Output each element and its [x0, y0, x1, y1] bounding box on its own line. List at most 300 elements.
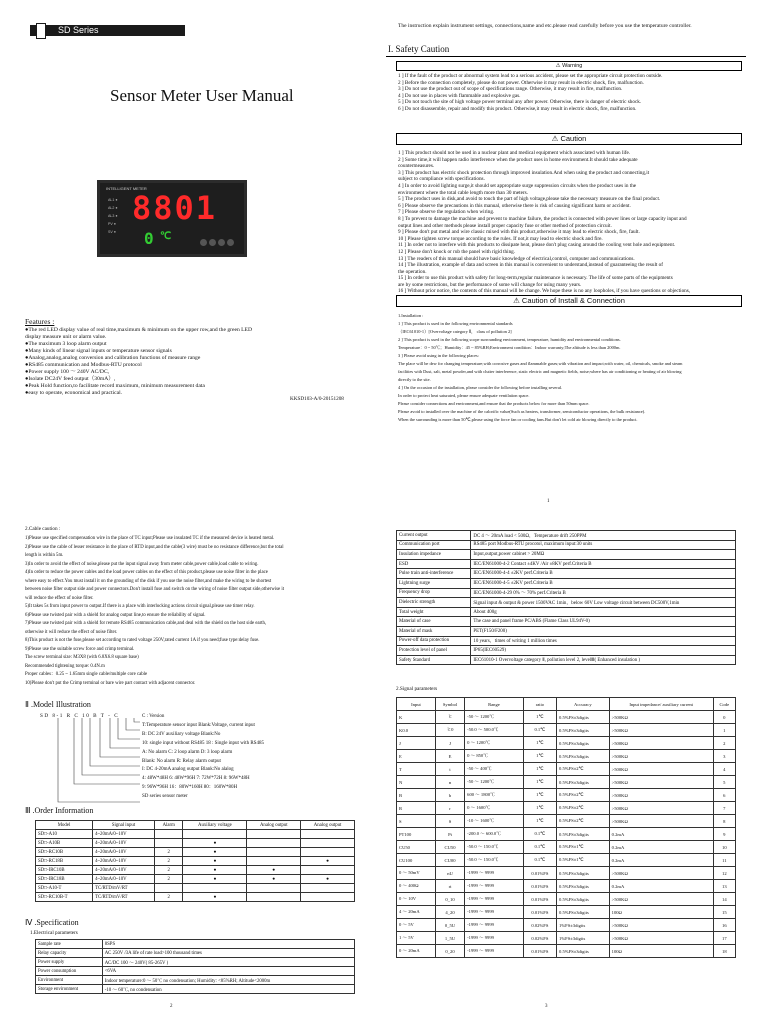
install-title: ⚠ Caution of Install & Connection: [396, 295, 742, 307]
table-cell: 4~20mA/0~10V: [93, 830, 155, 839]
table-row: [36, 866, 355, 875]
table-cell: 0.01%FS: [523, 893, 556, 906]
table-row: [397, 854, 736, 867]
model-bracket-lines: [52, 718, 142, 808]
table-row: [397, 789, 736, 802]
table-row: [397, 763, 736, 776]
table-cell: rt: [435, 880, 464, 893]
table-cell: 4 ～ 20mA: [397, 906, 436, 919]
table-cell: 0 ～ 1600℃: [465, 802, 524, 815]
table-cell: 1℃: [523, 737, 556, 750]
table-cell: Signal input & output & power 1500VAC 1min，below 60V Low voltage circuit between DC500V,1min: [471, 598, 736, 608]
table-cell: E: [435, 750, 464, 763]
table-row: [397, 945, 736, 958]
table-cell: >500KΩ: [609, 763, 713, 776]
table-cell: -1999 ～ 9999: [465, 945, 524, 958]
table-cell: 0 ～ 400Ω: [397, 880, 436, 893]
caution-item: 6 ] Please observe the precautions in this manual, otherwise there is risk of causing significant harm or accident.: [398, 202, 631, 209]
table-cell: J: [397, 737, 436, 750]
install-item: 1 ] This product is used in the following environmental standards: [398, 321, 513, 326]
table-cell: About 400g: [471, 607, 736, 617]
meter-led-label: SV ●: [108, 230, 116, 234]
table-cell: ●: [183, 875, 247, 884]
table-row: [36, 857, 355, 866]
caution-item: 13 ] The readers of this manual should have basic knowledge of electrical,control, computer and communications.: [398, 255, 635, 262]
table-cell: 4~20mA/0~10V: [93, 857, 155, 866]
caution-item: 2 ] Some time,it will happen radio interference when the product uses in home environment.It should take adequate: [398, 156, 638, 163]
table-cell: -50.0 ～ 150.0℃: [465, 854, 524, 867]
table-cell: ●: [301, 857, 355, 866]
table-cell: Protection level of panel: [397, 646, 471, 656]
cable-item: length is within 5m.: [25, 553, 64, 558]
caution-item: the operation.: [398, 268, 427, 275]
table-cell: 4~20mA/0~10V: [93, 866, 155, 875]
table-header-cell: Analog output: [301, 821, 355, 830]
table-cell: 2: [154, 848, 183, 857]
table-row: [36, 976, 355, 985]
table-cell: Current output: [397, 531, 471, 541]
table-row: [397, 617, 736, 627]
cable-item: 4)In order to reduce the power cables and the load power cables on the effect of this product,please use noise filter in the place: [25, 570, 268, 575]
table-cell: 2: [154, 866, 183, 875]
cable-item: between noise filter output side and power connectors.Don't install fuse and switch on the wiring of noise filter output side,otherwise it: [25, 587, 285, 592]
table-cell: -1999 ～ 9999: [465, 867, 524, 880]
table-cell: TC/RTD/mV/RT: [93, 884, 155, 893]
table-cell: 9: [713, 828, 735, 841]
table-cell: ESD: [397, 559, 471, 569]
table-cell: >500KΩ: [609, 867, 713, 880]
table-cell: 2: [154, 857, 183, 866]
table-cell: 0 ～ 10V: [397, 893, 436, 906]
warning-item: 6 ] Do not disassemble, repair and modify this product. Otherwise,it may result in electric shock, fire, malfunction.: [398, 105, 637, 112]
table-row: [36, 839, 355, 848]
table-cell: [154, 884, 183, 893]
table-header-cell: Input impedance/ auxiliary current: [609, 698, 713, 711]
table-cell: 0.02%FS: [523, 932, 556, 945]
table-cell: ヒ0: [435, 724, 464, 737]
table-cell: -1999 ～ 9999: [465, 932, 524, 945]
meter-label: INTELLIGENT METER: [106, 186, 147, 191]
caution-item: 4 ] In order to avoid lighting surge,it should set appropriate surge suppression circuits when the product uses in the: [398, 182, 637, 189]
table-cell: -1999 ～ 9999: [465, 880, 524, 893]
table-cell: [247, 857, 301, 866]
table-cell: 0.5%FS±3digits: [557, 867, 610, 880]
cable-item: 1)Please use specified compensation wire in the place of TC input;Please use insulated TC if the measured device is heated metal.: [25, 536, 275, 541]
table-cell: 15: [713, 906, 735, 919]
table-cell: Insulation impedance: [397, 550, 471, 560]
table-header-cell: Signal input: [93, 821, 155, 830]
table-cell: 100Ω: [609, 906, 713, 919]
table-cell: 0.5%FS±3digits: [557, 711, 610, 724]
table-row: [397, 531, 736, 541]
table-cell: >500KΩ: [609, 711, 713, 724]
table-cell: 18: [713, 945, 735, 958]
cable-item: Recommended tightening torque: 0.4N.m: [25, 663, 105, 669]
table-cell: 0.1℃: [523, 854, 556, 867]
table-cell: [301, 884, 355, 893]
table-header-cell: Auxiliary voltage: [183, 821, 247, 830]
table-header-cell: Code: [713, 698, 735, 711]
table-cell: 100Ω: [609, 945, 713, 958]
table-cell: 1: [713, 724, 735, 737]
table-cell: N: [397, 776, 436, 789]
table-cell: 0 ～ 20mA: [397, 945, 436, 958]
table-cell: [247, 839, 301, 848]
table-cell: SD□-A10-T: [36, 884, 93, 893]
warning-list: [398, 73, 740, 113]
features-title: Features :: [25, 317, 55, 326]
table-cell: IP65(IEC60529): [471, 646, 736, 656]
table-cell: SD□-RC18B: [36, 857, 93, 866]
table-cell: 4: [713, 763, 735, 776]
caution-item: 7 ] Please observe the regulation when wiring.: [398, 209, 495, 216]
warning-item: 4 ] Do not use in places with flammable and explosive gas.: [398, 92, 521, 99]
table-row: [36, 958, 355, 967]
table-cell: 1℃: [523, 776, 556, 789]
meter-led-label: AL1 ●: [108, 198, 118, 202]
table-cell: 0.1℃: [523, 828, 556, 841]
model-note: T:Temperature sensor input Blank:Voltage, current input: [142, 722, 255, 728]
table-cell: >500KΩ: [609, 893, 713, 906]
table-cell: 0_10: [435, 893, 464, 906]
table-cell: 4~20mA/0~10V: [93, 848, 155, 857]
install-item: facilities with Dust, salt, metal powder,and with clutter interference, static electric and magnetic fields, noise;where has air conditioning or heating of air blowing: [398, 369, 682, 374]
table-row: [397, 711, 736, 724]
table-cell: ヒ: [435, 711, 464, 724]
cable-item: 2)Please use the cable of lesser resistance in the place of RTD input,and the cable(3 wire) must be no resistance difference,but the total: [25, 544, 284, 550]
table-cell: 10 years，times of writing 1 million times: [471, 636, 736, 646]
feature-item: ●The red LED display value of real time,maximum & minimum on the upper row,and the green LED: [25, 327, 253, 333]
model-note: A: No alarm C: 2 loop alarm D: 3 loop alarm: [142, 749, 233, 755]
meter-led-column: [108, 196, 126, 236]
table-cell: [301, 893, 355, 902]
meter-led-label: PV ●: [108, 222, 116, 226]
table-row: [397, 540, 736, 550]
table-row: [397, 588, 736, 598]
install-item: 3 ] Please avoid using in the following places:: [398, 353, 479, 358]
table-row: [36, 893, 355, 902]
caution-item: 3 ] This product has electric shock protection through improved insulation.And when using the product and connecting,it: [398, 169, 650, 176]
table-cell: Frequency drop: [397, 588, 471, 598]
table-row: [397, 802, 736, 815]
table-cell: >500KΩ: [609, 776, 713, 789]
table-cell: 1℃: [523, 750, 556, 763]
table-cell: 0 ～ 1200℃: [465, 737, 524, 750]
table-header-cell: Model: [36, 821, 93, 830]
model-note: 10: single input without RS485 18 : Single input with RS485: [142, 740, 264, 746]
feature-item: ●Power supply 100 ～ 240V AC/DC,: [25, 369, 110, 375]
table-row: [36, 848, 355, 857]
table-cell: CU100: [397, 854, 436, 867]
table-cell: -200.0 ～ 600.0℃: [465, 828, 524, 841]
table-cell: PT100: [397, 828, 436, 841]
model-code: SD 8-1 R C 10 B T - C: [40, 713, 120, 719]
table-cell: -1999 ～ 9999: [465, 919, 524, 932]
table-row: [36, 884, 355, 893]
caution-item: countermeasures.: [398, 163, 435, 170]
install-item: When the surrounding is more than 50℃,please using the force fan or cooling fans.But don't let cold air blowing directly to the product.: [398, 417, 638, 422]
table-cell: 2: [154, 893, 183, 902]
table-cell: SD□-IRC18B: [36, 875, 93, 884]
table-cell: >500KΩ: [609, 750, 713, 763]
cable-item: otherwise it will reduce the effect of noise filter.: [25, 629, 118, 635]
cable-item: where easy to effect.You must install it on the grounding of the disk if you use the noise filter,and make the wiring to be shortest: [25, 578, 272, 584]
table-cell: CU50: [397, 841, 436, 854]
caution-item: 10 ] Please tighten screw torque according to the rules. If not,it may lead to electric shock and fire.: [398, 235, 603, 242]
feature-item: ●Peak Hold function,to facilitate record maximum, minimum measurement data: [25, 383, 205, 389]
table-cell: [183, 830, 247, 839]
spec-title: Ⅳ .Specification: [25, 918, 79, 927]
warning-item: 1 ] If the fault of the product or abnormal system lead to a serious accident, please set the appropriate circuit protection outside.: [398, 73, 663, 79]
table-cell: 8SPS: [102, 940, 354, 949]
feature-item: ●RS485 communication and Modbus-RTU protocol: [25, 362, 142, 368]
table-cell: >500KΩ: [609, 789, 713, 802]
table-cell: 11: [713, 854, 735, 867]
caution-item: output lines and other methods please install proper capacity fuse or other method of protection circuit.: [398, 222, 612, 229]
table-cell: Lightning surge: [397, 578, 471, 588]
table-cell: -1999 ～ 9999: [465, 893, 524, 906]
table-cell: [247, 893, 301, 902]
table-cell: 0.2mA: [609, 841, 713, 854]
table-cell: 0.2mA: [609, 880, 713, 893]
table-cell: [183, 884, 247, 893]
table-cell: 1℃: [523, 763, 556, 776]
model-note: C : Version: [142, 714, 165, 719]
cable-item: 10)Please don't put the Crimp terminal or bare wire part contact with adjacent connector.: [25, 680, 196, 686]
table-cell: Safety Standard: [397, 655, 471, 665]
feature-item: ●Many kinds of linear signal inputs or temperature sensor signals: [25, 348, 172, 354]
table-cell: 0.01%FS: [523, 906, 556, 919]
table-cell: 3: [713, 750, 735, 763]
table-row: [36, 940, 355, 949]
table-cell: Total weight: [397, 607, 471, 617]
caution-item: 1 ] This product should not be used in a nuclear plant and medical equipment which associated with human life.: [398, 150, 631, 156]
caution-item: 16 ] Without prior notice, the contents of this manual will be change. We hope these is no any loopholes, if you have questions or objections,: [398, 288, 691, 295]
table-cell: -50 ～ 400℃: [465, 763, 524, 776]
install-item: （IEC61010-1）[Overvoltage category Ⅱ， class of pollution 2]: [398, 329, 512, 334]
table-row: [397, 578, 736, 588]
table-cell: Material of mask: [397, 626, 471, 636]
table-cell: 1℃: [523, 815, 556, 828]
table-row: [397, 655, 736, 665]
warning-title: ⚠ Warning: [396, 61, 742, 71]
install-item: Please avoid to installed over the machine of the calorific value(Such as heaters, transformer, semiconductor operations, the bulk resistance).: [398, 409, 646, 414]
install-item: 4 ] On the occasion of the installation, please consider the following before installing several.: [398, 385, 563, 390]
spec-table-continued: [396, 530, 736, 665]
table-cell: Indoor temperature:0 ～ 50℃ no condensation; Humidity: <85%RH; Altitude<2000m: [102, 976, 354, 985]
table-cell: 0.5%FS±3digits: [557, 828, 610, 841]
model-note: 4: 48W*48H 6: 48W*96H 7: 72W*72H 8: 96W*48H: [142, 776, 250, 782]
table-cell: B: [397, 789, 436, 802]
meter-led-label: AL3 ●: [108, 214, 118, 218]
table-cell: 0.5%FS±3digits: [557, 893, 610, 906]
table-row: [36, 967, 355, 976]
table-cell: 0.5%FS±3digits: [557, 776, 610, 789]
table-cell: -50 ～ 1200℃: [465, 776, 524, 789]
table-header-cell: Range: [465, 698, 524, 711]
caution-item: environment where the total cable length more than 30 meters.: [398, 189, 528, 196]
table-cell: Relay capacity: [36, 949, 103, 958]
table-cell: Input,output,power cabinet > 20MΩ: [471, 550, 736, 560]
table-cell: SD□-A10B: [36, 839, 93, 848]
spec-subtitle: 1.Electrical parameters: [30, 930, 78, 936]
table-cell: 0.5%FS±3digits: [557, 880, 610, 893]
cable-item: will reduce the effect of noise filter.: [25, 595, 94, 601]
table-cell: 0.02%FS: [523, 919, 556, 932]
doc-code: KKSD103-A/0-20151208: [290, 396, 344, 402]
intro-text: The instruction explain instrument settings, connections,name and etc.please read carefully before you use the temperature controller.: [398, 23, 692, 29]
table-cell: Dielectric strength: [397, 598, 471, 608]
table-cell: ●: [247, 875, 301, 884]
table-row: [397, 828, 736, 841]
table-cell: Pt: [435, 828, 464, 841]
table-cell: -10 ～ 60℃, no condensation: [102, 985, 354, 994]
caution-item: 15 ] In order to use this product with safety for long-term,regular maintenance is necessary. The life of some parts of the equipments: [398, 275, 673, 282]
table-cell: IEC61010-1 Overvoltage category Ⅱ, pollution level 2, levelⅢ( Enhanced insulation ): [471, 655, 736, 665]
table-row: [36, 985, 355, 994]
table-cell: IEC/EN61000-4-4 ±2KV perf.Criteria B: [471, 569, 736, 579]
cable-item: 9)Please use the suitable screw force and crimp terminal.: [25, 646, 135, 652]
table-cell: -50.0 ～ 500.0℃: [465, 724, 524, 737]
caution-item: 14 ] The illustration, example of data and screen in this manual is convenient to understand,instead of guaranteeing the result of: [398, 262, 663, 269]
table-cell: >500KΩ: [609, 919, 713, 932]
table-cell: 1_5U: [435, 932, 464, 945]
table-cell: 7: [713, 802, 735, 815]
install-list: [398, 312, 740, 424]
table-cell: Material of case: [397, 617, 471, 627]
install-item: 2 ] This product is used in the following scope surrounding environment, temperature, humidity and environmental conditions.: [398, 337, 621, 342]
install-item: directly to the site.: [398, 377, 431, 382]
feature-item: ●The maximum 3 loop alarm output: [25, 341, 107, 347]
table-cell: AC 250V /3A life of rate load>100 thousand times: [102, 949, 354, 958]
table-cell: [301, 830, 355, 839]
cable-title: 2.Cable caution :: [25, 526, 61, 532]
table-cell: R: [397, 802, 436, 815]
table-cell: SD□-IRC10B: [36, 866, 93, 875]
table-cell: 13: [713, 880, 735, 893]
table-cell: 1 ～ 5V: [397, 932, 436, 945]
caution-item: are by some restrictions, but the performance of some will change for using many years.: [398, 281, 582, 288]
table-cell: Communication port: [397, 540, 471, 550]
cable-item: 5)It takes 5s from input power to output.If there is a place with interlocking actions circuit signal,please use timer relay.: [25, 604, 255, 609]
table-row: [397, 867, 736, 880]
table-cell: >500KΩ: [609, 815, 713, 828]
table-cell: 16: [713, 919, 735, 932]
table-cell: 1℃: [523, 789, 556, 802]
table-cell: ●: [183, 857, 247, 866]
feature-item: ●easy to operate, economical and practical.: [25, 390, 123, 396]
table-cell: [301, 839, 355, 848]
cable-list: [25, 535, 365, 688]
model-note: SD series sensor meter: [142, 794, 188, 800]
table-cell: 0.5%FS±3digits: [557, 737, 610, 750]
table-cell: Power supply: [36, 958, 103, 967]
table-row: [397, 737, 736, 750]
table-cell: 0.5%FS±1℃: [557, 841, 610, 854]
table-row: [397, 550, 736, 560]
table-cell: 14: [713, 893, 735, 906]
caution-title: ⚠ Caution: [396, 133, 742, 145]
table-cell: 1℃: [523, 802, 556, 815]
model-note: 9: 96W*96H 16：80W*160H 80：160W*80H: [142, 785, 238, 791]
table-header-cell: ratio: [523, 698, 556, 711]
table-cell: E: [397, 750, 436, 763]
table-cell: RS485 port Modbus-RTU procotol, maximum input:30 units: [471, 540, 736, 550]
table-cell: 600 ～ 1800℃: [465, 789, 524, 802]
table-cell: >500KΩ: [609, 737, 713, 750]
table-row: [397, 646, 736, 656]
table-row: [397, 750, 736, 763]
table-row: [36, 949, 355, 958]
table-cell: J: [435, 737, 464, 750]
warning-item: 2 ] Before the connection completely, please do not power. Otherwise it may result in electric shock, fire, malfunction.: [398, 79, 644, 86]
cable-item: 7)Please use twisted pair with a shield for remote RS485 communication cable,and deal with the shield on the host side earth,: [25, 621, 267, 626]
order-title: Ⅲ .Order Information: [25, 806, 94, 815]
table-cell: 1%FS±3digits: [557, 932, 610, 945]
series-label: SD Series: [58, 25, 99, 35]
caution-list: [398, 150, 740, 302]
table-row: [397, 607, 736, 617]
electrical-spec-table: [35, 939, 355, 994]
caution-item: 12 ] Please don't knock or rub the panel with rigid thing.: [398, 248, 516, 255]
cable-item: 6)Please use twisted pair with a shield for analog output line,to ensure the reliability of signal.: [25, 612, 206, 618]
table-cell: 0 ～ 50mV: [397, 867, 436, 880]
caution-item: 8 ] To prevent to damage the machine and prevent to machine failure, the product is connected with power lines or large capacity input and: [398, 215, 687, 222]
table-cell: 0: [713, 711, 735, 724]
table-header-cell: Alarm: [154, 821, 183, 830]
table-cell: TC/RTD/mV/RT: [93, 893, 155, 902]
caution-item: 5 ] The product uses in disk,and avoid to touch the part of high voltage,please take the necessary measure on the final product.: [398, 196, 661, 203]
model-note: Blank: No alarm R: Relay alarm output: [142, 758, 221, 764]
table-header-cell: Symbol: [435, 698, 464, 711]
table-cell: 0.2mA: [609, 854, 713, 867]
table-cell: -10 ～ 1600℃: [465, 815, 524, 828]
feature-item: ●Analog,analog,analog conversion and calibration functions of measure range: [25, 355, 201, 361]
features-list: [25, 327, 365, 397]
series-banner: [30, 25, 185, 36]
table-cell: 17: [713, 932, 735, 945]
table-cell: 10: [713, 841, 735, 854]
table-cell: 0.5%FS±2℃: [557, 815, 610, 828]
table-cell: 0 ～ 850℃: [465, 750, 524, 763]
table-cell: >500KΩ: [609, 932, 713, 945]
table-cell: [247, 848, 301, 857]
page-number-2: 2: [170, 1004, 173, 1009]
model-note: I: DC 4-20mA analog output Blank:No alalog: [142, 767, 234, 773]
feature-item: display measure unit or alarm value.: [25, 334, 107, 340]
caution-item: 11 ] In order not to interfere with this products to dissipate heat, please don't plug casing around the cooling vent hole and equipment.: [398, 242, 676, 249]
table-cell: 0.5%FS±3digits: [557, 906, 610, 919]
table-cell: 0_5U: [435, 919, 464, 932]
table-cell: -50 ～ 1200℃: [465, 711, 524, 724]
table-cell: ●: [183, 848, 247, 857]
table-row: [397, 559, 736, 569]
table-row: [36, 875, 355, 884]
table-cell: 0.5%FS±2℃: [557, 763, 610, 776]
table-cell: 0.2mA: [609, 828, 713, 841]
warning-item: 5 ] Do not touch the site of high voltage power terminal any after power. Otherwise, there is danger of electric shock.: [398, 99, 642, 106]
table-cell: ●: [183, 893, 247, 902]
table-cell: nU: [435, 867, 464, 880]
meter-product-image: [97, 180, 247, 257]
table-cell: 4~20mA/0~10V: [93, 875, 155, 884]
table-cell: 0_20: [435, 945, 464, 958]
meter-led-label: AL2 ●: [108, 206, 118, 210]
table-header-row: [397, 698, 736, 711]
table-cell: 0.5%FS±2℃: [557, 789, 610, 802]
table-cell: [154, 839, 183, 848]
table-cell: 12: [713, 867, 735, 880]
